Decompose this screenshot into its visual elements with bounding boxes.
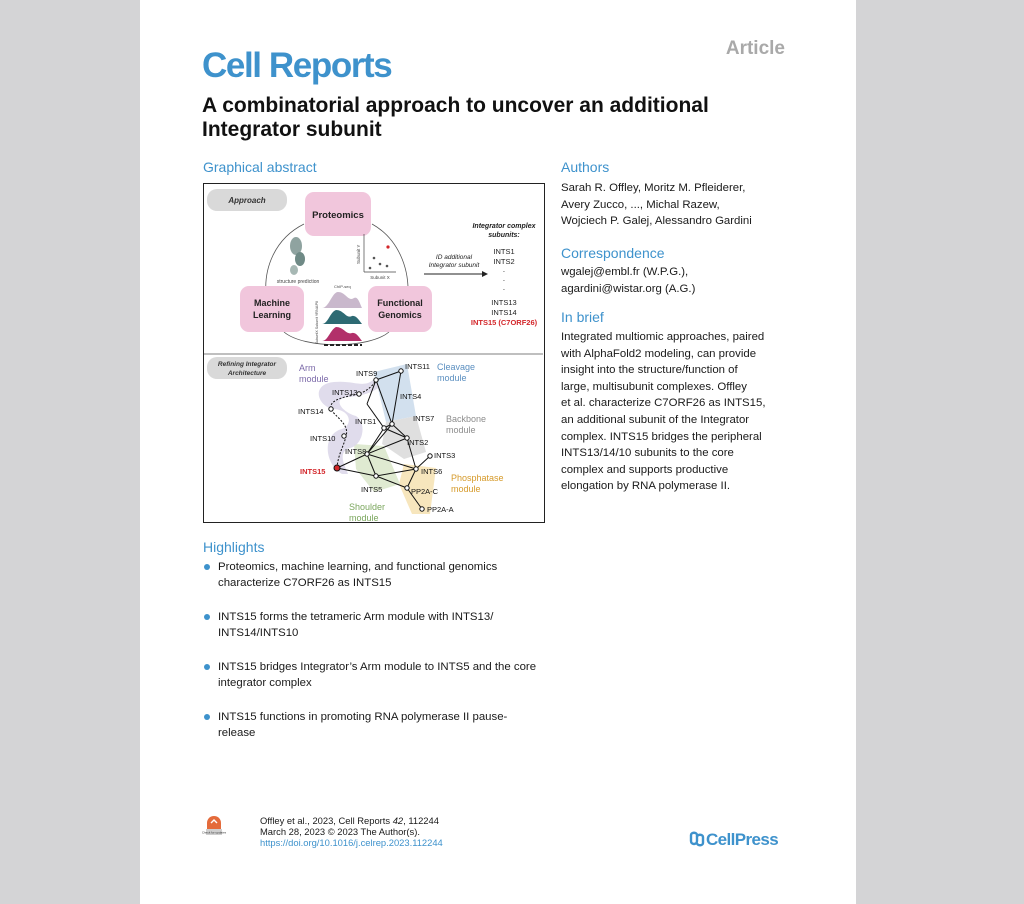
- citation-journal: Offley et al., 2023, Cell Reports: [260, 815, 393, 826]
- graphical-abstract-svg: [204, 184, 543, 521]
- authors-line: Sarah R. Offley, Moritz M. Pfleiderer,: [561, 182, 746, 194]
- node-label-ints3: INTS3: [434, 451, 456, 460]
- id-arrow-head: [482, 271, 488, 277]
- cellpress-logo[interactable]: [688, 830, 778, 850]
- check-for-updates-icon[interactable]: [201, 815, 227, 837]
- highlight-text: INTS15 functions in promoting RNA polymerase II pause-release: [218, 711, 508, 739]
- shoulder-module-label-line2: module: [349, 513, 379, 523]
- scatter-y-label: Subunit Y: [356, 244, 361, 264]
- graphical-abstract-figure: [203, 183, 545, 523]
- machine-learning-box: [240, 286, 304, 332]
- chip-track-2: [322, 310, 362, 324]
- journal-name: Cell Reports: [202, 46, 392, 85]
- node-label-ints7: INTS7: [413, 414, 435, 423]
- highlight-text: Proteomics, machine learning, and functional genomics characterize C7ORF26 as INTS15: [218, 561, 498, 589]
- arm-module-label-line2: module: [299, 374, 329, 384]
- correspondence-heading: Correspondence: [561, 245, 665, 261]
- cellpress-logo-text: CellPress: [706, 830, 779, 849]
- in-brief-line: elongation by RNA polymerase II.: [561, 480, 731, 493]
- graphical-abstract-heading: Graphical abstract: [203, 159, 317, 175]
- backbone-module-label-line1: Backbone: [446, 414, 487, 424]
- cellpress-logo-icon: [688, 831, 706, 847]
- check-for-updates-text: Check for updates: [201, 830, 227, 835]
- citation-line1: [260, 815, 443, 826]
- in-brief-line: INTS13/14/10 subunits to the core: [561, 447, 734, 460]
- refining-label-line2: Architecture: [227, 370, 267, 377]
- subunit-ints15-highlight: INTS15 (C7ORF26): [470, 318, 538, 327]
- node-label-ints2: INTS2: [407, 438, 429, 447]
- scatter-x-label: Subunit X: [370, 275, 390, 280]
- in-brief-line: complex and supports productive: [561, 463, 729, 476]
- node-label-ints10: INTS10: [310, 434, 336, 443]
- scatter-point: [379, 263, 382, 266]
- authors-list: [561, 180, 821, 230]
- bullet-icon: [204, 614, 210, 620]
- authors-line: Wojciech P. Galej, Alessandro Gardini: [561, 215, 752, 228]
- node-label-ints9: INTS9: [356, 369, 378, 378]
- highlight-text: INTS15 forms the tetrameric Arm module with INTS13/ INTS14/INTS10: [218, 611, 494, 639]
- doi-link[interactable]: https://doi.org/10.1016/j.celrep.2023.112244: [260, 837, 443, 849]
- approach-label: Approach: [228, 196, 266, 205]
- refining-label-line1: Refining Integrator: [217, 361, 277, 368]
- authors-heading: Authors: [561, 159, 610, 175]
- functional-genomics-box: [368, 286, 432, 332]
- node-label-ints5: INTS5: [361, 485, 383, 494]
- highlight-item: [202, 609, 537, 641]
- id-label-line2: Integrator subunit: [428, 262, 480, 269]
- subunit-ints2: INTS2: [493, 257, 515, 266]
- subunit-ints1: INTS1: [493, 247, 515, 256]
- node-label-ints8: INTS8: [345, 447, 367, 456]
- proteomics-label: Proteomics: [312, 210, 364, 221]
- in-brief-line: complex. INTS15 bridges the peripheral: [561, 430, 762, 443]
- node-label-ints4: INTS4: [400, 392, 422, 401]
- subunit-ints14: INTS14: [491, 308, 517, 317]
- complex-heading-line1: Integrator complex: [472, 223, 536, 230]
- highlight-text: INTS15 bridges Integrator’s Arm module to INTS5 and the core integrator complex: [218, 661, 537, 689]
- in-brief-line: Integrated multiomic approaches, paired: [561, 331, 765, 343]
- scatter-point-highlight: [386, 245, 389, 248]
- rnapii-label: RNAPII: [314, 300, 319, 314]
- node-label-ints11: INTS11: [405, 362, 430, 371]
- highlight-item: [202, 659, 537, 691]
- subunit-ints13: INTS13: [491, 298, 517, 307]
- bullet-icon: [204, 564, 210, 570]
- ellipsis-dot: ·: [502, 276, 506, 285]
- in-brief-line: insight into the structure/function of: [561, 364, 738, 377]
- chip-track-1: [322, 292, 362, 308]
- authors-line: Avery Zucco, ..., Michal Razew,: [561, 198, 720, 211]
- arm-module-label-line1: Arm: [299, 363, 316, 373]
- node-label-ints1: INTS1: [355, 417, 377, 426]
- node-label-ints6: INTS6: [421, 467, 443, 476]
- node-label-pp2a-a: PP2A-A: [427, 505, 454, 514]
- ellipsis-dot: ·: [502, 285, 506, 294]
- citation-article-number: , 112244: [403, 815, 439, 826]
- highlight-item: [202, 559, 537, 591]
- scatter-point: [369, 267, 372, 270]
- citation-date: March 28, 2023 © 2023 The Author(s).: [260, 826, 420, 838]
- citation-block: [260, 815, 443, 849]
- in-brief-line: large, multisubunit complexes. Offley: [561, 380, 747, 393]
- chip-seq-label: ChIP-seq: [334, 284, 351, 289]
- shoulder-module-label-line1: Shoulder: [349, 502, 386, 512]
- highlight-item: [202, 709, 537, 741]
- in-brief-heading: In brief: [561, 309, 604, 325]
- phosphatase-module-label-line1: Phosphatase: [451, 473, 504, 483]
- chip-track-3: [322, 327, 362, 341]
- backbone-module-label-line2: module: [446, 425, 476, 435]
- functional-genomics-line2: Genomics: [378, 310, 422, 320]
- cycle-arc-right: [372, 224, 408, 294]
- correspondence-list: [561, 264, 821, 297]
- citation-volume: 42: [392, 815, 404, 826]
- id-label-line1: ID additional: [435, 254, 473, 261]
- article-title: A combinatorial approach to uncover an additional Integrator subunit: [202, 94, 709, 141]
- ellipsis-dot: ·: [502, 267, 506, 276]
- structure-prediction-label: structure prediction: [276, 279, 320, 285]
- scatter-point: [373, 257, 376, 260]
- in-brief-text: [561, 329, 831, 495]
- node-label-ints13: INTS13: [332, 388, 358, 397]
- bullet-icon: [204, 664, 210, 670]
- correspondence-email[interactable]: wgalej@embl.fr (W.P.G.),: [561, 266, 689, 278]
- phosphatase-module-label-line2: module: [451, 484, 481, 494]
- correspondence-email[interactable]: agardini@wistar.org (A.G.): [561, 282, 696, 295]
- article-type-label: Article: [725, 38, 785, 59]
- functional-genomics-line1: Functional: [377, 298, 423, 308]
- node-label-ints15: INTS15: [300, 467, 326, 476]
- bullet-icon: [204, 714, 210, 720]
- highlights-list: [202, 559, 537, 759]
- scatter-point: [386, 265, 389, 268]
- node-label-pp2a-c: PP2A-C: [411, 487, 439, 496]
- in-brief-line: with AlphaFold2 modeling, can provide: [561, 347, 757, 360]
- cleavage-module-label-line2: module: [437, 373, 467, 383]
- subunit-xy-label: SubuntX Subunit Y: [315, 313, 319, 344]
- complex-heading-line2: subunits:: [488, 232, 520, 239]
- in-brief-line: an additional subunit of the Integrator: [561, 413, 750, 426]
- in-brief-line: et al. characterize C7ORF26 as INTS15,: [561, 397, 766, 410]
- check-for-updates-svg: [201, 815, 227, 837]
- protein-structure-icon: [290, 237, 305, 275]
- machine-learning-line2: Learning: [252, 310, 292, 320]
- highlights-heading: Highlights: [203, 539, 265, 555]
- node-label-ints14: INTS14: [298, 407, 324, 416]
- paper-page: [140, 0, 856, 904]
- machine-learning-line1: Machine: [253, 298, 291, 308]
- cleavage-module-label-line1: Cleavage: [437, 362, 476, 372]
